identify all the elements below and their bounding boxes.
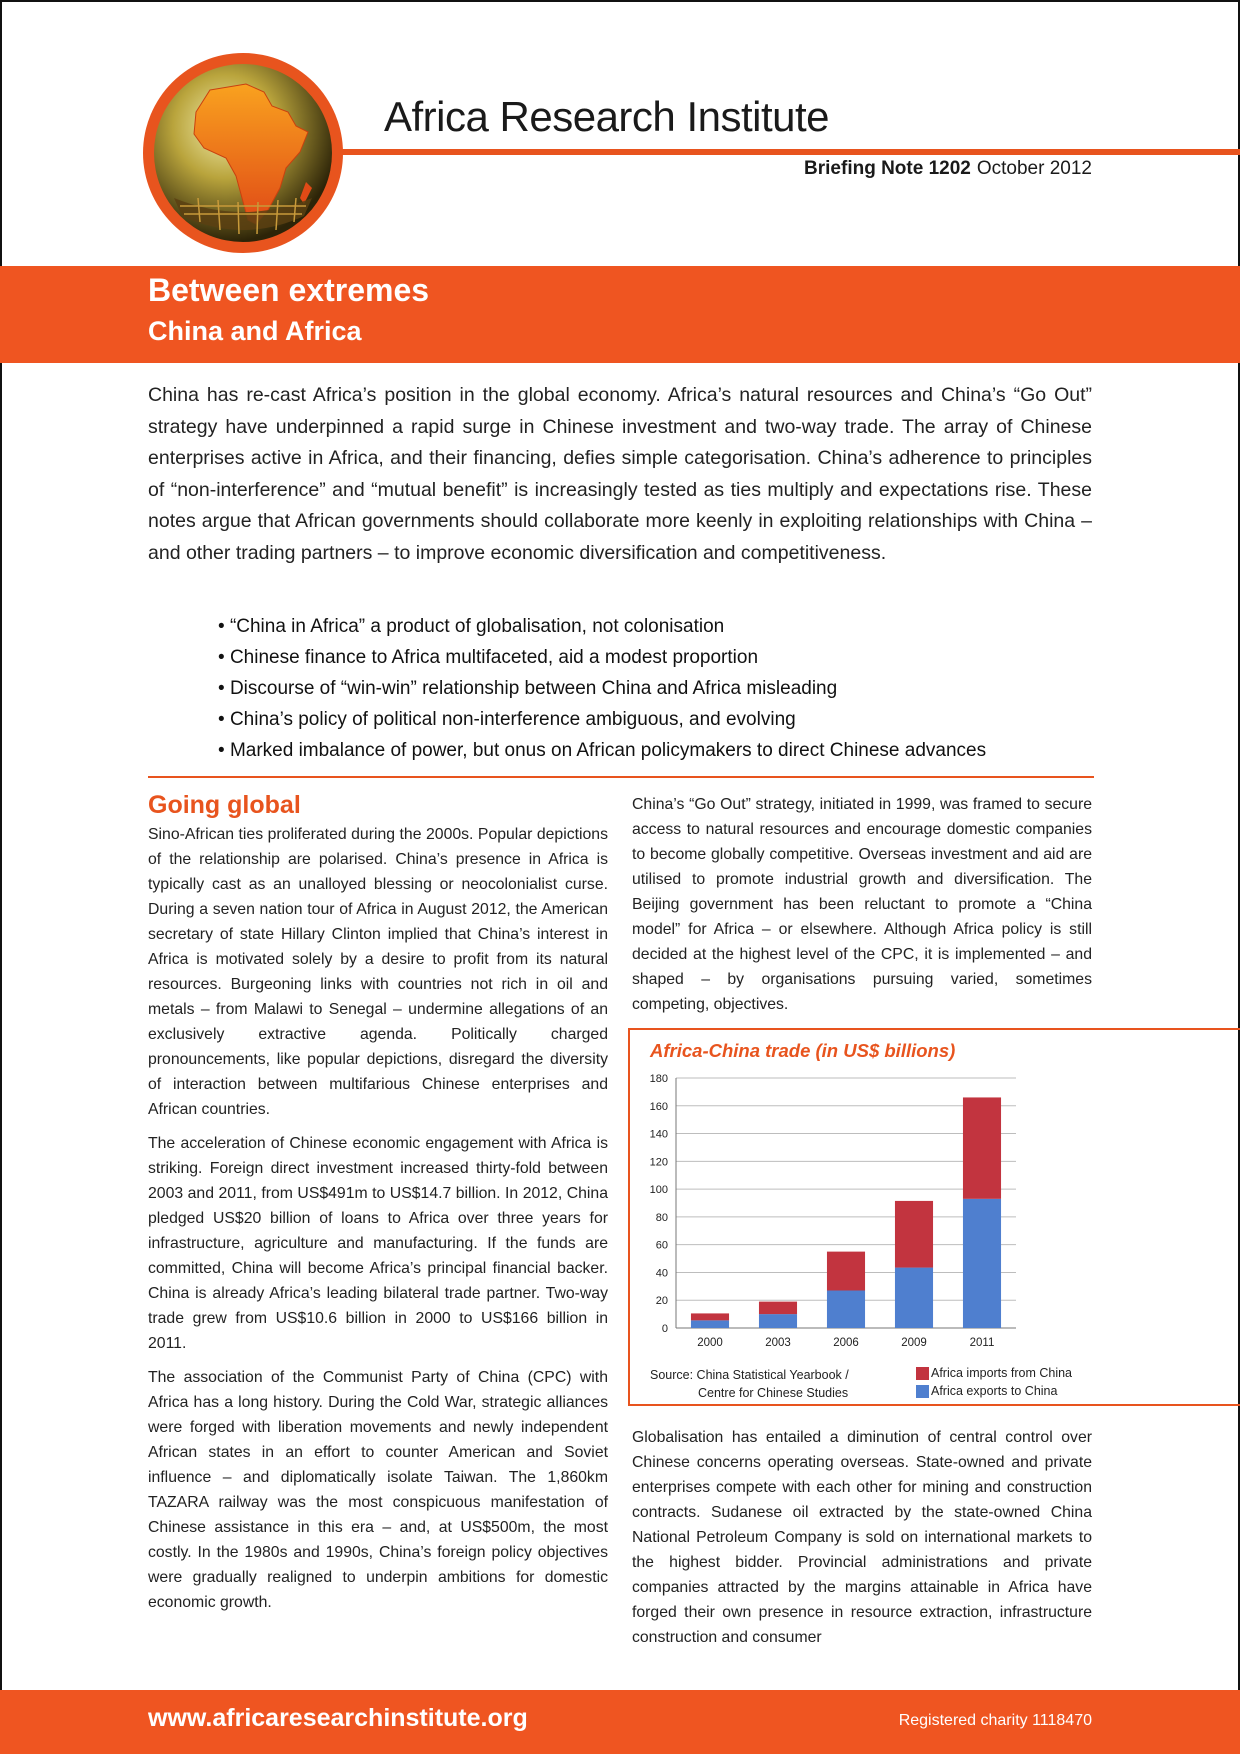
bar-segment xyxy=(895,1268,933,1328)
y-tick-label: 140 xyxy=(649,1128,668,1141)
x-tick-label: 2000 xyxy=(697,1337,723,1349)
bar-segment xyxy=(963,1199,1001,1328)
trade-chart xyxy=(630,1030,1240,1408)
y-tick-label: 180 xyxy=(649,1073,668,1085)
y-tick-label: 160 xyxy=(649,1100,668,1113)
chart-source xyxy=(650,1366,849,1402)
x-tick-label: 2009 xyxy=(901,1337,927,1349)
body-paragraph: China’s “Go Out” strategy, initiated in 1999, was framed to secure access to natural resources and encourage domestic companies to become globally competitive. Overseas investment and aid are utilised to promote industrial growth and diversification. The Beijing government has been reluctant to promote a “China model” for Africa – or elsewhere. Although Africa policy is still decided at the highest level of the CPC, it is implemented – and shaped – by organisations pursuing varied, sometimes competing, objectives. xyxy=(632,796,1092,1013)
bar-segment xyxy=(759,1302,797,1315)
chart-title: Africa-China trade (in US$ billions) xyxy=(650,1040,956,1061)
document-subtitle: China and Africa xyxy=(148,316,362,346)
key-point: • Discourse of “win-win” relationship between China and Africa misleading xyxy=(218,673,1118,704)
right-column-top xyxy=(632,792,1092,1026)
section-divider xyxy=(148,776,1094,778)
y-tick-label: 100 xyxy=(649,1184,668,1197)
x-tick-label: 2003 xyxy=(765,1337,791,1349)
y-tick-label: 40 xyxy=(655,1267,668,1280)
briefing-info xyxy=(804,158,1092,180)
bar-segment xyxy=(963,1097,1001,1198)
document-title: Between extremes xyxy=(148,272,430,308)
body-paragraph: Sino-African ties proliferated during the 2000s. Popular depictions of the relationship are polarised. China’s presence in Africa is typically cast as an unalloyed blessing or neocolonialist curse. During a seven nation tour of Africa in August 2012, the American secretary of state Hillary Clinton implied that China’s interest in Africa is motivated solely by a desire to profit from its natural resources. Burgeoning links with countries not rich in oil and metals – from Malawi to Senegal – undermine allegations of an exclusively extractive agenda. Politically charged pronouncements, like popular depictions, disregard the diversity of interaction between multifarious Chinese enterprises and African countries. xyxy=(148,826,608,1118)
x-tick-label: 2006 xyxy=(833,1337,859,1349)
left-column xyxy=(148,790,608,1624)
body-paragraph: Globalisation has entailed a diminution of central control over Chinese concerns operating overseas. State-owned and private enterprises compete with each other for mining and construction contracts. Sudanese oil extracted by the state-owned China National Petroleum Company is sold on international markets to the highest bidder. Provincial administrations and private companies attracted by the margins attainable in Africa have forged their own presence in resource extraction, infrastructure construction and consumer xyxy=(632,1429,1092,1646)
chart-legend xyxy=(916,1364,1072,1400)
title-banner xyxy=(0,266,1240,363)
body-paragraph: The acceleration of Chinese economic engagement with Africa is striking. Foreign direct investment increased thirty-fold between 2003 and 2011, from US$491m to US$14.7 billion. In 2012, China pledged US$20 billion of loans to Africa over three years for infrastructure, agriculture and manufacturing. If the funds are committed, China will become Africa’s principal financial backer. China is already Africa’s leading bilateral trade partner. Two-way trade grew from US$10.6 billion in 2000 to US$166 billion in 2011. xyxy=(148,1135,608,1352)
key-point: • Marked imbalance of power, but onus on African policymakers to direct Chinese advances xyxy=(218,735,1118,766)
bar-segment xyxy=(895,1201,933,1268)
key-points-list xyxy=(218,611,1118,766)
legend-item-imports xyxy=(916,1364,1072,1382)
legend-item-exports xyxy=(916,1382,1072,1400)
website-link[interactable]: www.africaresearchinstitute.org xyxy=(148,1704,528,1732)
y-tick-label: 0 xyxy=(661,1323,668,1335)
charity-number: Registered charity 1118470 xyxy=(898,1712,1092,1729)
y-tick-label: 60 xyxy=(655,1239,668,1252)
organization-name: Africa Research Institute xyxy=(384,93,830,140)
bar-segment xyxy=(827,1291,865,1329)
bar-segment xyxy=(691,1320,729,1328)
trade-chart-panel xyxy=(628,1028,1240,1406)
africa-globe-logo xyxy=(138,48,348,258)
section-heading: Going global xyxy=(148,791,301,819)
body-paragraph: The association of the Communist Party of China (CPC) with Africa has a long history. During the Cold War, strategic alliances were forged with liberation movements and newly independent African states in an effort to counter American and Soviet influence – and diplomatically isolate Taiwan. The 1,860km TAZARA railway was the most conspicuous manifestation of Chinese assistance in this era – and, at US$500m, the most costly. In the 1980s and 1990s, China’s foreign policy objectives were gradually realigned to underpin ambitions for domestic economic growth. xyxy=(148,1369,608,1611)
y-tick-label: 120 xyxy=(649,1156,668,1169)
legend-swatch xyxy=(916,1385,929,1398)
y-tick-label: 20 xyxy=(655,1295,668,1308)
publication-date: October 2012 xyxy=(976,158,1092,179)
legend-label: Africa imports from China xyxy=(931,1366,1073,1380)
x-tick-label: 2011 xyxy=(969,1337,995,1349)
key-point: • “China in Africa” a product of globalisation, not colonisation xyxy=(218,611,1118,642)
briefing-number: Briefing Note 1202 xyxy=(804,158,971,179)
y-tick-label: 80 xyxy=(655,1211,668,1224)
key-point: • China’s policy of political non-interference ambiguous, and evolving xyxy=(218,704,1118,735)
key-point: • Chinese finance to Africa multifaceted, aid a modest proportion xyxy=(218,642,1118,673)
legend-swatch xyxy=(916,1367,929,1380)
source-line: Source: China Statistical Yearbook / xyxy=(650,1368,849,1382)
right-column-bottom xyxy=(632,1425,1092,1659)
bar-segment xyxy=(691,1313,729,1320)
footer-bar xyxy=(0,1690,1240,1754)
intro-paragraph: China has re-cast Africa’s position in the global economy. Africa’s natural resources and China’s “Go Out” strategy have underpinned a rapid surge in Chinese investment and two-way trade. The array of Chinese enterprises active in Africa, and their financing, defies simple categorisation. China’s adherence to principles of “non-interference” and “mutual benefit” is increasingly tested as ties multiply and expectations rise. These notes argue that African governments should collaborate more keenly in exploiting relationships with China – and other trading partners – to improve economic diversification and competitiveness. xyxy=(148,384,1092,564)
legend-label: Africa exports to China xyxy=(931,1384,1058,1398)
source-line: Centre for Chinese Studies xyxy=(698,1386,849,1400)
bar-segment xyxy=(759,1314,797,1328)
bar-segment xyxy=(827,1252,865,1291)
header-rule xyxy=(340,149,1240,155)
